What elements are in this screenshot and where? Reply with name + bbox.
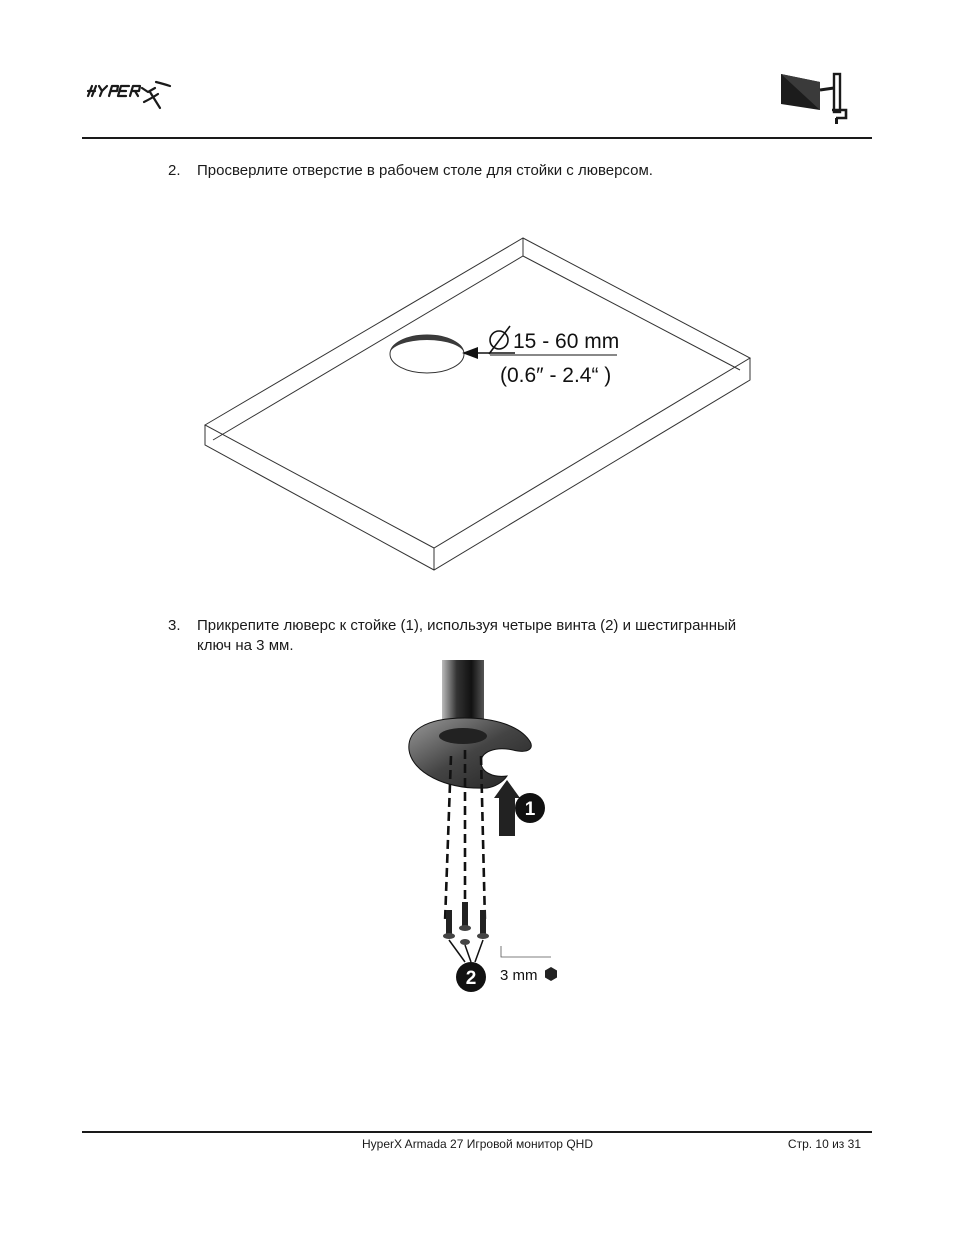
hex-key-icon	[545, 967, 557, 981]
step-text-line-2: ключ на 3 мм.	[197, 637, 294, 654]
header-divider	[82, 137, 872, 139]
step-2	[168, 161, 868, 181]
screws	[443, 902, 489, 945]
desk-hole-illustration	[200, 230, 760, 575]
step-text: Просверлите отверстие в рабочем столе для стойки с люверсом.	[197, 162, 653, 179]
grommet-illustration	[395, 660, 570, 1000]
callout-1	[515, 793, 545, 823]
diameter-inch-label: (0.6″ - 2.4“ )	[500, 364, 612, 387]
drilled-hole	[390, 335, 464, 373]
footer-divider	[82, 1131, 872, 1133]
callout-2-label: 2	[465, 968, 477, 989]
footer-page-number: Стр. 10 из 31	[787, 1137, 861, 1151]
hyperx-logo	[82, 78, 182, 112]
step-3	[168, 616, 868, 656]
monitor-arm-icon	[776, 70, 856, 126]
step-number: 2.	[168, 162, 181, 179]
callout-2	[456, 962, 486, 992]
diameter-mm-label: 15 - 60 mm	[513, 330, 620, 353]
hyperx-logo-icon	[82, 78, 182, 112]
callout-1-label: 1	[524, 799, 536, 820]
step-text-line-1: Прикрепите люверс к стойке (1), используя четыре винта (2) и шестигранный	[197, 617, 737, 634]
grommet-disc	[409, 718, 531, 788]
step-number: 3.	[168, 617, 181, 634]
footer-document-title: HyperX Armada 27 Игровой монитор QHD	[362, 1137, 593, 1151]
tool-size-label: 3 mm	[500, 967, 538, 984]
diameter-symbol-icon	[489, 326, 510, 354]
